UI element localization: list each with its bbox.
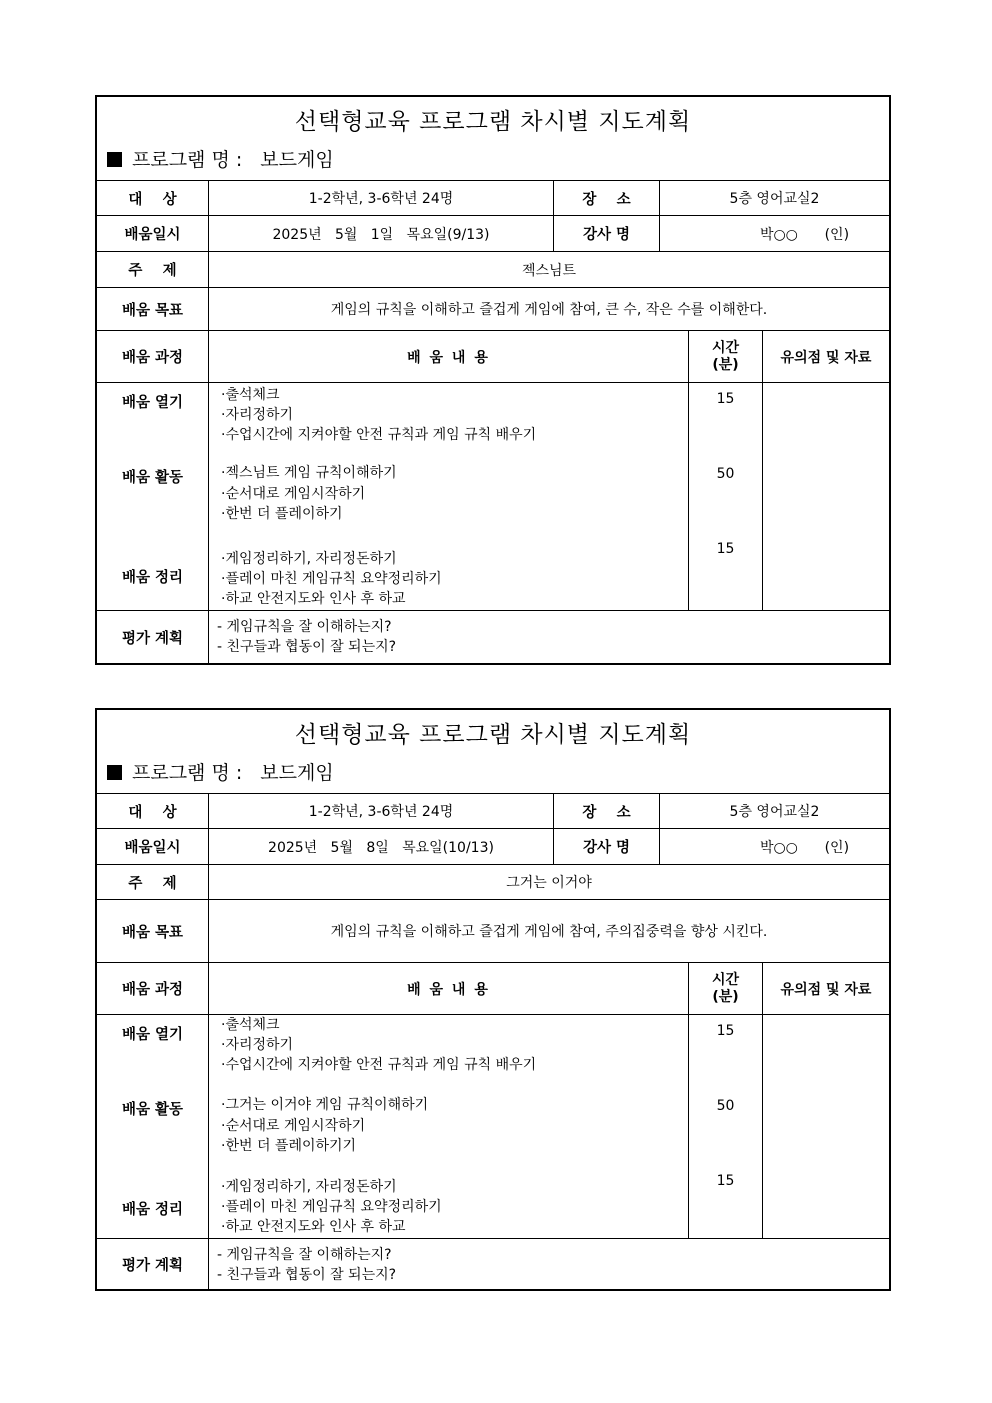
eval-label: 평가 계획 (97, 611, 209, 664)
content-line: ·하교 안전지도와 인사 후 하교 (221, 1219, 406, 1235)
process-header-row (97, 963, 889, 1015)
content-line: ·출석체크 (221, 1017, 280, 1033)
date-row (97, 829, 889, 865)
phase-time: 50 (716, 1098, 735, 1114)
eval-items (209, 1239, 889, 1289)
topic-row (97, 252, 889, 288)
square-bullet-icon (107, 152, 122, 167)
process-label: 배움 과정 (97, 331, 209, 382)
content-line: ·플레이 마친 게임규칙 요약정리하기 (221, 571, 442, 587)
phase-contents (209, 383, 689, 610)
process-body (97, 383, 889, 611)
phase-times (689, 1015, 763, 1238)
phase-name: 배움 열기 (121, 1027, 184, 1043)
content-label: 배 움 내 용 (209, 963, 689, 1014)
time-header: 시간 (분) (689, 331, 763, 382)
eval-row (97, 1239, 889, 1289)
phase-contents (209, 1015, 689, 1238)
content-line: ·게임정리하기, 자리정돈하기 (221, 1179, 397, 1195)
goal-row (97, 900, 889, 963)
content-line: ·순서대로 게임시작하기 (221, 1118, 366, 1134)
process-body (97, 1015, 889, 1239)
topic-value: 그거는 이거야 (506, 875, 592, 891)
date-value: 2025년 5월 1일 목요일(9/13) (209, 216, 554, 251)
date-label: 배움일시 (97, 829, 209, 864)
eval-row (97, 611, 889, 664)
teacher-value: 박○○ (인) (759, 839, 850, 856)
target-label: 대 상 (97, 794, 209, 828)
note-label: 유의점 및 자료 (780, 349, 872, 366)
phase-name: 배움 활동 (121, 470, 184, 486)
content-line: ·플레이 마친 게임규칙 요약정리하기 (221, 1199, 442, 1215)
eval-item: - 게임규칙을 잘 이해하는지? (217, 619, 392, 635)
program-name: 보드게임 (260, 149, 334, 171)
goal-value: 게임의 규칙을 이해하고 즐겁게 게임에 참여, 큰 수, 작은 수를 이해한다. (330, 302, 768, 318)
teacher-label: 강사 명 (554, 829, 660, 864)
content-line: ·자리정하기 (221, 407, 294, 423)
plan-header (97, 710, 889, 794)
content-line: ·한번 더 플레이하기 (221, 506, 343, 522)
target-row (97, 794, 889, 829)
content-line: ·젝스님트 게임 규칙이해하기 (221, 465, 397, 481)
phase-name: 배움 열기 (121, 395, 184, 411)
place-label: 장 소 (554, 181, 660, 215)
plan-title: 선택형교육 프로그램 차시별 지도계획 (294, 722, 692, 748)
lesson-plan-2 (95, 708, 891, 1291)
content-line: ·그거는 이거야 게임 규칙이해하기 (221, 1097, 429, 1113)
program-line (107, 145, 334, 172)
phase-time: 15 (716, 541, 735, 557)
phase-time: 15 (716, 1023, 735, 1039)
target-value: 1-2학년, 3-6학년 24명 (209, 181, 554, 215)
content-line: ·자리정하기 (221, 1037, 294, 1053)
program-line (107, 758, 334, 785)
content-line: ·출석체크 (221, 387, 280, 403)
content-line: ·순서대로 게임시작하기 (221, 486, 366, 502)
square-bullet-icon (107, 765, 122, 780)
content-line: ·수업시간에 지켜야할 안전 규칙과 게임 규칙 배우기 (221, 1057, 537, 1073)
time-header: 시간 (분) (689, 963, 763, 1014)
content-line: ·게임정리하기, 자리정돈하기 (221, 551, 397, 567)
eval-items (209, 611, 889, 664)
teacher-value: 박○○ (인) (759, 226, 850, 243)
phase-names (97, 1015, 209, 1238)
target-value: 1-2학년, 3-6학년 24명 (209, 794, 554, 828)
date-row (97, 216, 889, 252)
program-label: 프로그램 명 : (132, 762, 243, 784)
eval-item: - 게임규칙을 잘 이해하는지? (217, 1247, 392, 1263)
plan-title: 선택형교육 프로그램 차시별 지도계획 (294, 109, 692, 135)
content-line: ·한번 더 플레이하기기 (221, 1138, 357, 1154)
eval-label: 평가 계획 (97, 1239, 209, 1289)
eval-item: - 친구들과 협동이 잘 되는지? (217, 639, 397, 655)
goal-row (97, 288, 889, 331)
topic-row (97, 865, 889, 900)
target-row (97, 181, 889, 216)
phase-time: 15 (716, 1173, 735, 1189)
goal-label: 배움 목표 (97, 900, 209, 962)
note-label: 유의점 및 자료 (780, 981, 872, 998)
content-label: 배 움 내 용 (209, 331, 689, 382)
plan-header (97, 97, 889, 181)
phase-name: 배움 활동 (121, 1102, 184, 1118)
topic-label: 주 제 (97, 865, 209, 899)
phase-name: 배움 정리 (121, 570, 184, 586)
eval-item: - 친구들과 협동이 잘 되는지? (217, 1267, 397, 1283)
process-header-row (97, 331, 889, 383)
program-label: 프로그램 명 : (132, 149, 243, 171)
phase-names (97, 383, 209, 610)
phase-name: 배움 정리 (121, 1202, 184, 1218)
topic-label: 주 제 (97, 252, 209, 287)
goal-value: 게임의 규칙을 이해하고 즐겁게 게임에 참여, 주의집중력을 향상 시킨다. (330, 924, 768, 940)
place-value: 5층 영어교실2 (729, 804, 820, 820)
process-label: 배움 과정 (97, 963, 209, 1014)
phase-notes (763, 383, 889, 610)
content-line: ·수업시간에 지켜야할 안전 규칙과 게임 규칙 배우기 (221, 427, 537, 443)
goal-label: 배움 목표 (97, 288, 209, 330)
place-value: 5층 영어교실2 (729, 191, 820, 207)
topic-value: 젝스님트 (521, 262, 577, 279)
content-line: ·하교 안전지도와 인사 후 하교 (221, 591, 406, 607)
date-label: 배움일시 (97, 216, 209, 251)
program-name: 보드게임 (260, 762, 334, 784)
phase-times (689, 383, 763, 610)
target-label: 대 상 (97, 181, 209, 215)
place-label: 장 소 (554, 794, 660, 828)
phase-time: 15 (716, 391, 735, 407)
date-value: 2025년 5월 8일 목요일(10/13) (209, 829, 554, 864)
phase-time: 50 (716, 466, 735, 482)
lesson-plan-1 (95, 95, 891, 665)
teacher-label: 강사 명 (554, 216, 660, 251)
phase-notes (763, 1015, 889, 1238)
